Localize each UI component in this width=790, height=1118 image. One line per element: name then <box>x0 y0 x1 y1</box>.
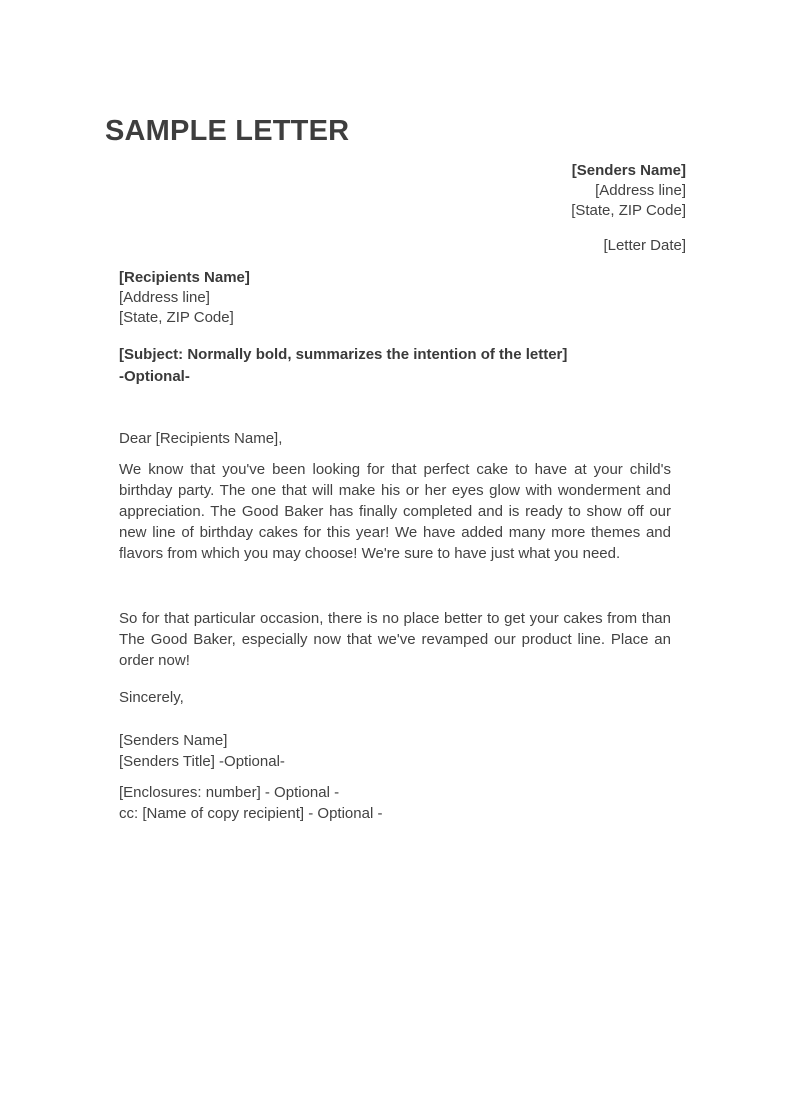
recipient-name: [Recipients Name] <box>119 269 250 286</box>
enclosures-block <box>119 782 671 824</box>
sender-address-line: [Address line] <box>595 182 686 199</box>
sender-name: [Senders Name] <box>571 162 686 179</box>
subject-optional: -Optional- <box>119 368 190 385</box>
recipient-address-line: [Address line] <box>119 289 210 306</box>
sender-state-zip: [State, ZIP Code] <box>571 202 686 219</box>
recipient-state-zip: [State, ZIP Code] <box>119 309 234 326</box>
letter-date: [Letter Date] <box>603 237 686 254</box>
sender-address-block <box>571 161 686 221</box>
body-paragraph-2: So for that particular occasion, there is no place better to get your cakes from than The Good Baker, especially now that we've revamped our product line. Place an order now! <box>119 610 671 669</box>
signature-block <box>119 730 671 772</box>
signature-title: [Senders Title] -Optional- <box>119 753 285 770</box>
recipient-address-block <box>119 268 671 328</box>
cc-line: cc: [Name of copy recipient] - Optional - <box>119 805 383 822</box>
enclosures-line: [Enclosures: number] - Optional - <box>119 784 340 801</box>
closing: Sincerely, <box>119 689 184 706</box>
page-title: SAMPLE LETTER <box>105 115 350 147</box>
body-paragraph-1: We know that you've been looking for that perfect cake to have at your child's birthday party. The one that will make his or her eyes glow with wonderment and appreciation. The Good Baker has finally completed and is ready to show off our new line of birthday cakes for this year! We have added many more themes and flavors from which you may choose! We're sure to have just what you need. <box>119 461 671 562</box>
signature-name: [Senders Name] <box>119 732 228 749</box>
salutation: Dear [Recipients Name], <box>119 430 283 447</box>
subject-block <box>119 344 671 388</box>
subject-line: [Subject: Normally bold, summarizes the intention of the letter] <box>119 346 568 363</box>
